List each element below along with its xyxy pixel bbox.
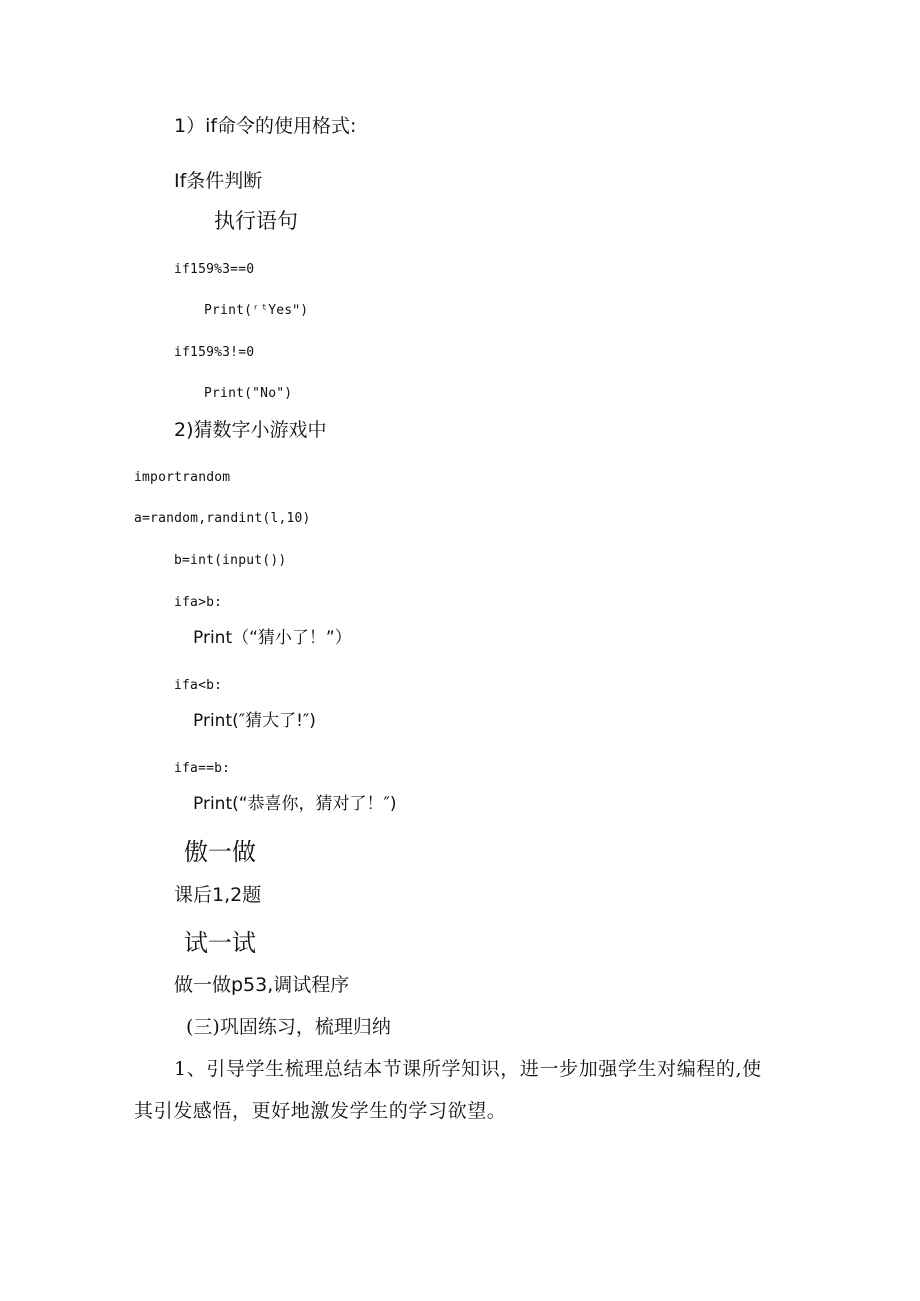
code-line: Print(″猜大了!″) <box>193 711 316 731</box>
section-heading: 试一试 <box>184 929 256 957</box>
code-line: if159%3!=0 <box>174 345 255 360</box>
paragraph: 1、引导学生梳理总结本节课所学知识，进一步加强学生对编程的,使 <box>174 1058 762 1080</box>
syntax-body-line: 执行语句 <box>214 209 298 233</box>
syntax-if-line: If条件判断 <box>174 170 263 192</box>
code-line: importrandom <box>134 470 231 485</box>
code-line: if159%3==0 <box>174 262 255 277</box>
code-line: Print("No") <box>204 386 293 401</box>
game-heading: 2)猜数字小游戏中 <box>174 419 327 441</box>
paragraph: 其引发感悟，更好地激发学生的学习欲望。 <box>134 1100 507 1122</box>
code-line: Print(“恭喜你，猜对了！″) <box>193 794 397 814</box>
code-line: ifa>b: <box>174 595 223 610</box>
format-heading: 1）if命令的使用格式: <box>174 115 357 137</box>
paragraph: 做一做p53,调试程序 <box>174 974 350 996</box>
code-line: Print(ʳᵗYesʺ) <box>204 303 309 318</box>
code-line: ifa<b: <box>174 678 223 693</box>
code-line: ifa==b: <box>174 761 231 776</box>
code-line: b=int(input()) <box>174 553 287 568</box>
code-line: Print（“猜小了！”） <box>193 628 352 648</box>
paragraph: 课后1,2题 <box>174 884 262 906</box>
code-line: a=random,randint(l,10) <box>134 511 311 526</box>
section-subheading: (三)巩固练习，梳理归纳 <box>186 1016 391 1038</box>
section-heading: 傲一做 <box>184 838 256 866</box>
